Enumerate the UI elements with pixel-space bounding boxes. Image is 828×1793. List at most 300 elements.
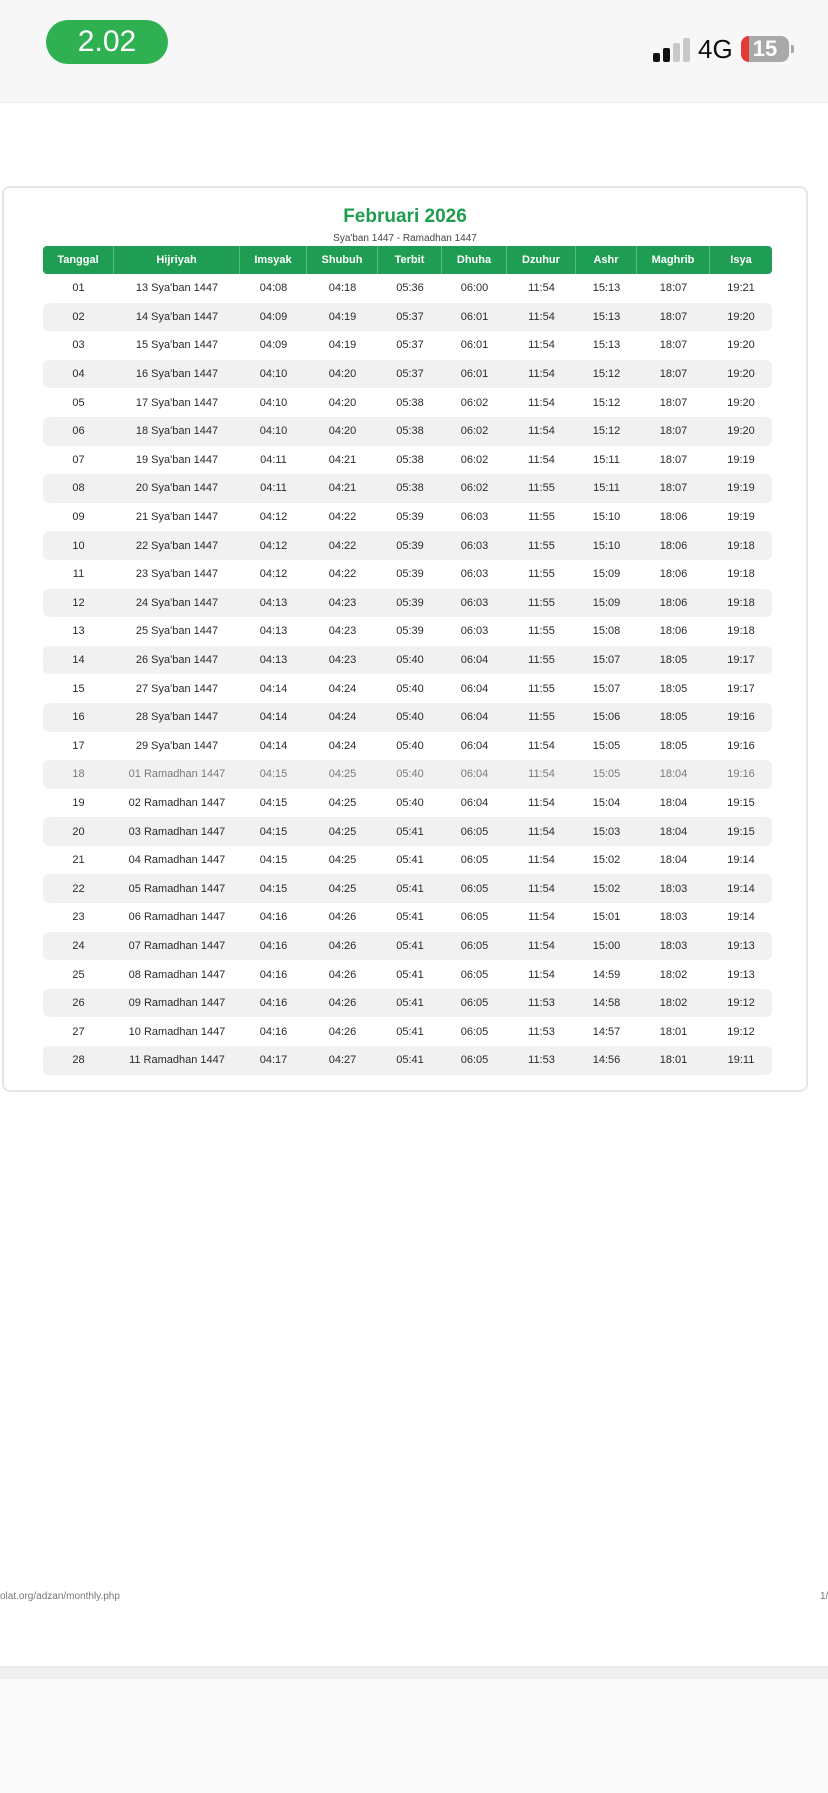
table-cell: 05:37 [378, 360, 442, 389]
table-cell: 10 Ramadhan 1447 [128, 1025, 226, 1038]
table-cell: 11:54 [528, 282, 555, 295]
table-cell: 04:16 [259, 1025, 288, 1038]
table-cell: 05:41 [378, 989, 442, 1018]
table-cell: 15:07 [592, 682, 621, 695]
table-cell: 18:07 [637, 360, 710, 389]
table-cell: 06:04 [442, 703, 507, 732]
table-cell: 04:12 [240, 531, 307, 560]
table-cell: 15:05 [592, 739, 621, 752]
table-cell: 06:05 [460, 911, 489, 924]
table-cell: 05:37 [396, 339, 424, 352]
table-cell: 11:54 [528, 453, 555, 466]
table-cell: 10 [43, 531, 114, 560]
table-cell: 06:05 [460, 1025, 489, 1038]
table-cell: 04:22 [328, 568, 357, 581]
table-cell: 18 Sya'ban 1447 [114, 417, 240, 446]
table-cell: 04:19 [307, 303, 378, 332]
table-cell: 16 [43, 703, 114, 732]
table-cell: 18:05 [637, 703, 710, 732]
table-cell: 18:06 [659, 625, 688, 638]
table-cell: 06:05 [442, 817, 507, 846]
table-cell: 04:08 [259, 282, 288, 295]
table-cell: 11:54 [528, 796, 555, 809]
table-cell: 11:54 [507, 760, 576, 789]
table-cell: 14:58 [576, 989, 637, 1018]
table-cell: 05:39 [396, 625, 424, 638]
table-cell: 06:04 [442, 646, 507, 675]
table-cell: 18:07 [637, 474, 710, 503]
table-cell: 09 [72, 511, 85, 524]
table-cell: 04:12 [259, 568, 288, 581]
network-type: 4G [698, 34, 733, 64]
table-cell: 11:55 [528, 568, 555, 581]
table-cell: 11:54 [507, 417, 576, 446]
table-row [43, 331, 772, 360]
table-cell: 06:03 [442, 531, 507, 560]
schedule-title: Februari 2026 [343, 206, 467, 227]
table-cell: 04:13 [240, 646, 307, 675]
table-cell: 04:13 [240, 589, 307, 618]
table-row [43, 1017, 772, 1046]
table-cell: 14 Sya'ban 1447 [114, 303, 240, 332]
table-cell: 19:15 [727, 796, 755, 809]
table-row [43, 360, 772, 389]
table-cell: 14:59 [592, 968, 621, 981]
table-cell: 05:40 [378, 646, 442, 675]
table-cell: 22 [43, 874, 114, 903]
table-cell: 11:54 [507, 817, 576, 846]
table-cell: 05:36 [396, 282, 424, 295]
table-cell: 18:04 [659, 796, 688, 809]
table-cell: 19:14 [727, 854, 755, 867]
table-cell: 18:03 [659, 911, 688, 924]
table-cell: 11:54 [528, 911, 555, 924]
table-cell: 19:19 [710, 474, 772, 503]
table-cell: 06:01 [442, 303, 507, 332]
table-cell: 04:25 [307, 874, 378, 903]
table-cell: 06 [43, 417, 114, 446]
table-row [43, 388, 772, 417]
table-cell: 15:13 [592, 282, 621, 295]
table-row [43, 589, 772, 618]
table-cell: 19:18 [710, 531, 772, 560]
table-cell: 04:25 [328, 854, 357, 867]
table-cell: 11:55 [507, 474, 576, 503]
table-cell: 15:09 [576, 589, 637, 618]
battery-cap-icon [791, 45, 794, 53]
table-row [43, 903, 772, 932]
table-cell: 15:10 [576, 531, 637, 560]
table-row [43, 932, 772, 961]
table-row [43, 531, 772, 560]
table-cell: 04:25 [307, 760, 378, 789]
column-header: Ashr [576, 246, 637, 274]
column-header: Shubuh [307, 246, 378, 274]
table-cell: 07 [72, 453, 85, 466]
table-cell: 06:05 [442, 932, 507, 961]
battery-icon [741, 36, 789, 62]
table-row [43, 989, 772, 1018]
table-cell: 04:10 [240, 360, 307, 389]
table-cell: 19:18 [710, 589, 772, 618]
table-cell: 11:54 [507, 360, 576, 389]
table-cell: 19:12 [710, 989, 772, 1018]
table-cell: 11:53 [507, 989, 576, 1018]
table-cell: 18:06 [659, 511, 688, 524]
table-cell: 11:54 [528, 339, 555, 352]
table-cell: 01 [72, 282, 85, 295]
table-cell: 11:54 [528, 854, 555, 867]
table-cell: 05:41 [396, 854, 424, 867]
table-cell: 04:14 [259, 682, 288, 695]
table-cell: 04:16 [259, 911, 288, 924]
table-cell: 04:26 [307, 989, 378, 1018]
table-cell: 19:21 [727, 282, 755, 295]
table-cell: 15:01 [592, 911, 621, 924]
table-cell: 11 Ramadhan 1447 [114, 1046, 240, 1075]
table-cell: 06:03 [460, 625, 489, 638]
table-cell: 05 Ramadhan 1447 [114, 874, 240, 903]
table-cell: 11:54 [507, 874, 576, 903]
table-cell: 19:20 [710, 303, 772, 332]
table-cell: 09 Ramadhan 1447 [114, 989, 240, 1018]
table-cell: 04:17 [240, 1046, 307, 1075]
table-cell: 08 Ramadhan 1447 [128, 968, 226, 981]
table-cell: 14:56 [576, 1046, 637, 1075]
table-cell: 13 Sya'ban 1447 [135, 282, 219, 295]
column-header: Imsyak [240, 246, 307, 274]
table-cell: 18:07 [659, 282, 688, 295]
table-row [43, 703, 772, 732]
table-cell: 28 Sya'ban 1447 [114, 703, 240, 732]
table-cell: 19 Sya'ban 1447 [135, 453, 219, 466]
table-cell: 05:39 [378, 589, 442, 618]
table-cell: 06:03 [460, 511, 489, 524]
column-header: Dhuha [442, 246, 507, 274]
table-cell: 04:16 [240, 932, 307, 961]
table-cell: 19:12 [727, 1025, 755, 1038]
table-cell: 04:15 [240, 874, 307, 903]
table-cell: 25 [72, 968, 85, 981]
table-row [43, 417, 772, 446]
table-row [43, 503, 772, 532]
table-cell: 19:18 [727, 625, 755, 638]
table-cell: 05:41 [378, 874, 442, 903]
table-cell: 04:14 [240, 703, 307, 732]
table-cell: 19:13 [710, 932, 772, 961]
table-cell: 19:17 [710, 646, 772, 675]
table-cell: 06:05 [442, 1046, 507, 1075]
table-row [43, 560, 772, 589]
column-header: Tanggal [43, 246, 114, 274]
table-cell: 19:16 [727, 739, 755, 752]
table-cell: 04:19 [328, 339, 357, 352]
table-cell: 19:18 [727, 568, 755, 581]
table-cell: 04:23 [307, 589, 378, 618]
table-cell: 24 [43, 932, 114, 961]
table-cell: 05:39 [378, 531, 442, 560]
table-cell: 28 [43, 1046, 114, 1075]
table-cell: 11:53 [528, 1025, 555, 1038]
table-cell: 19:14 [710, 874, 772, 903]
table-cell: 18:02 [659, 968, 688, 981]
table-cell: 06:02 [442, 474, 507, 503]
table-cell: 18:04 [659, 854, 688, 867]
table-cell: 24 Sya'ban 1447 [114, 589, 240, 618]
table-cell: 13 [72, 625, 85, 638]
table-cell: 11:55 [507, 703, 576, 732]
table-cell: 04:25 [328, 796, 357, 809]
table-cell: 04 Ramadhan 1447 [128, 854, 226, 867]
table-cell: 18:03 [637, 932, 710, 961]
table-row [43, 617, 772, 646]
table-cell: 03 Ramadhan 1447 [114, 817, 240, 846]
status-bar [0, 0, 828, 103]
table-cell: 04:09 [240, 303, 307, 332]
table-cell: 04:23 [307, 646, 378, 675]
table-cell: 02 Ramadhan 1447 [128, 796, 226, 809]
table-cell: 04:26 [328, 911, 357, 924]
table-cell: 07 Ramadhan 1447 [114, 932, 240, 961]
table-row [43, 446, 772, 475]
table-cell: 04:20 [307, 417, 378, 446]
column-header: Terbit [378, 246, 442, 274]
table-cell: 05:41 [378, 1046, 442, 1075]
table-cell: 06:00 [460, 282, 489, 295]
table-cell: 18:04 [637, 760, 710, 789]
table-cell: 04:13 [259, 625, 288, 638]
table-cell: 04:26 [328, 1025, 357, 1038]
table-cell: 14 [43, 646, 114, 675]
table-cell: 06:03 [442, 589, 507, 618]
table-cell: 04:10 [240, 417, 307, 446]
table-cell: 04:14 [259, 739, 288, 752]
table-cell: 04:15 [240, 760, 307, 789]
table-cell: 06:04 [460, 796, 489, 809]
table-cell: 04:21 [307, 474, 378, 503]
table-row [43, 846, 772, 875]
table-cell: 19:16 [710, 760, 772, 789]
table-cell: 18:07 [659, 396, 688, 409]
column-header: Hijriyah [114, 246, 240, 274]
battery-level: 15 [752, 36, 778, 61]
table-cell: 04:20 [328, 396, 357, 409]
table-cell: 18:05 [637, 646, 710, 675]
table-cell: 04:18 [328, 282, 357, 295]
table-cell: 15:02 [592, 854, 621, 867]
table-cell: 15:07 [576, 646, 637, 675]
page-number: 1/ [820, 1591, 828, 1602]
table-cell: 04:21 [328, 453, 357, 466]
table-cell: 04:24 [328, 682, 357, 695]
table-cell: 04:16 [259, 968, 288, 981]
table-cell: 15 [72, 682, 85, 695]
table-cell: 19:20 [710, 417, 772, 446]
table-cell: 15:12 [576, 417, 637, 446]
table-cell: 04:25 [307, 817, 378, 846]
table-cell: 15:03 [576, 817, 637, 846]
table-row [43, 646, 772, 675]
table-cell: 05 [72, 396, 85, 409]
table-cell: 25 Sya'ban 1447 [135, 625, 219, 638]
table-cell: 11:55 [507, 589, 576, 618]
table-cell: 04:24 [307, 703, 378, 732]
table-cell: 15:08 [592, 625, 621, 638]
table-cell: 15:12 [592, 396, 621, 409]
table-cell: 04 [43, 360, 114, 389]
table-cell: 04:24 [328, 739, 357, 752]
table-cell: 04:12 [259, 511, 288, 524]
table-cell: 04:26 [307, 932, 378, 961]
table-cell: 06:02 [460, 453, 489, 466]
table-cell: 05:39 [396, 511, 424, 524]
table-cell: 06:05 [442, 874, 507, 903]
table-cell: 06:04 [460, 682, 489, 695]
table-row [43, 817, 772, 846]
table-cell: 19:13 [727, 968, 755, 981]
table-cell: 20 [43, 817, 114, 846]
table-cell: 04:15 [240, 817, 307, 846]
table-cell: 11:54 [528, 396, 555, 409]
table-cell: 04:27 [307, 1046, 378, 1075]
table-cell: 19:14 [727, 911, 755, 924]
table-cell: 18:02 [637, 989, 710, 1018]
table-cell: 11:54 [528, 968, 555, 981]
table-cell: 27 Sya'ban 1447 [135, 682, 219, 695]
table-cell: 11:54 [528, 739, 555, 752]
table-cell: 18:07 [659, 453, 688, 466]
table-cell: 06 Ramadhan 1447 [128, 911, 226, 924]
table-cell: 04:11 [240, 474, 307, 503]
table-cell: 15:09 [592, 568, 621, 581]
table-cell: 15:04 [592, 796, 621, 809]
table-cell: 15:06 [576, 703, 637, 732]
table-cell: 18:06 [637, 589, 710, 618]
table-cell: 19:20 [727, 396, 755, 409]
column-header: Isya [710, 246, 772, 274]
table-cell: 05:40 [378, 703, 442, 732]
table-cell: 18:03 [637, 874, 710, 903]
table-cell: 06:05 [460, 968, 489, 981]
table-cell: 29 Sya'ban 1447 [135, 739, 219, 752]
table-cell: 04:10 [259, 396, 288, 409]
table-cell: 19 [72, 796, 85, 809]
table-cell: 19:20 [727, 339, 755, 352]
table-row [43, 789, 772, 818]
table-row [43, 732, 772, 761]
table-cell: 26 Sya'ban 1447 [114, 646, 240, 675]
table-cell: 05:41 [396, 911, 424, 924]
table-cell: 05:38 [378, 474, 442, 503]
table-cell: 11:53 [507, 1046, 576, 1075]
table-cell: 26 [43, 989, 114, 1018]
table-cell: 19:20 [710, 360, 772, 389]
prayer-times-table [43, 246, 772, 1075]
table-cell: 04:22 [328, 511, 357, 524]
table-header-row [43, 246, 772, 274]
table-cell: 05:41 [378, 932, 442, 961]
table-cell: 18 [43, 760, 114, 789]
table-cell: 22 Sya'ban 1447 [114, 531, 240, 560]
table-cell: 02 [43, 303, 114, 332]
table-cell: 05:41 [378, 817, 442, 846]
table-cell: 15:11 [593, 453, 620, 466]
table-cell: 15:02 [576, 874, 637, 903]
table-cell: 23 Sya'ban 1447 [135, 568, 219, 581]
table-cell: 05:41 [396, 1025, 424, 1038]
table-row [43, 274, 772, 303]
table-cell: 05:38 [396, 396, 424, 409]
table-cell: 04:22 [307, 531, 378, 560]
table-cell: 18:01 [637, 1046, 710, 1075]
table-row [43, 874, 772, 903]
table-row [43, 674, 772, 703]
table-cell: 06:05 [460, 854, 489, 867]
table-cell: 21 [72, 854, 85, 867]
table-cell: 06:05 [442, 989, 507, 1018]
table-cell: 11:55 [528, 625, 555, 638]
table-cell: 16 Sya'ban 1447 [114, 360, 240, 389]
table-cell: 04:23 [328, 625, 357, 638]
table-cell: 06:03 [460, 568, 489, 581]
page-url: olat.org/adzan/monthly.php [0, 1591, 120, 1602]
table-cell: 19:17 [727, 682, 755, 695]
table-cell: 19:11 [710, 1046, 772, 1075]
table-cell: 04:26 [328, 968, 357, 981]
status-time[interactable]: 2.02 [46, 20, 168, 64]
table-cell: 18:06 [637, 531, 710, 560]
table-cell: 06:02 [460, 396, 489, 409]
table-row [43, 960, 772, 989]
table-cell: 17 [72, 739, 85, 752]
table-cell: 18:07 [637, 417, 710, 446]
table-cell: 06:04 [442, 760, 507, 789]
table-cell: 11:54 [507, 303, 576, 332]
column-header: Maghrib [637, 246, 710, 274]
table-cell: 04:11 [260, 453, 287, 466]
table-cell: 11:55 [507, 646, 576, 675]
table-cell: 15:13 [576, 303, 637, 332]
table-row [43, 1046, 772, 1075]
table-cell: 05:40 [378, 760, 442, 789]
table-cell: 17 Sya'ban 1447 [135, 396, 219, 409]
table-cell: 06:04 [460, 739, 489, 752]
table-row [43, 303, 772, 332]
table-cell: 11:55 [507, 531, 576, 560]
column-header: Dzuhur [507, 246, 576, 274]
table-row [43, 760, 772, 789]
table-cell: 14:57 [592, 1025, 621, 1038]
prayer-schedule-card [2, 186, 808, 1092]
table-cell: 12 [43, 589, 114, 618]
table-cell: 23 [72, 911, 85, 924]
bottom-toolbar [0, 1666, 828, 1793]
table-cell: 11 [72, 568, 85, 581]
table-cell: 15:12 [576, 360, 637, 389]
table-cell: 05:37 [378, 303, 442, 332]
toolbar-divider [0, 1667, 828, 1679]
table-cell: 06:02 [442, 417, 507, 446]
table-cell: 04:09 [259, 339, 288, 352]
table-cell: 18:04 [637, 817, 710, 846]
table-cell: 06:01 [442, 360, 507, 389]
table-cell: 04:15 [259, 854, 288, 867]
table-cell: 05:40 [396, 682, 424, 695]
table-cell: 15:05 [576, 760, 637, 789]
table-row [43, 474, 772, 503]
table-cell: 15 Sya'ban 1447 [135, 339, 219, 352]
table-cell: 20 Sya'ban 1447 [114, 474, 240, 503]
